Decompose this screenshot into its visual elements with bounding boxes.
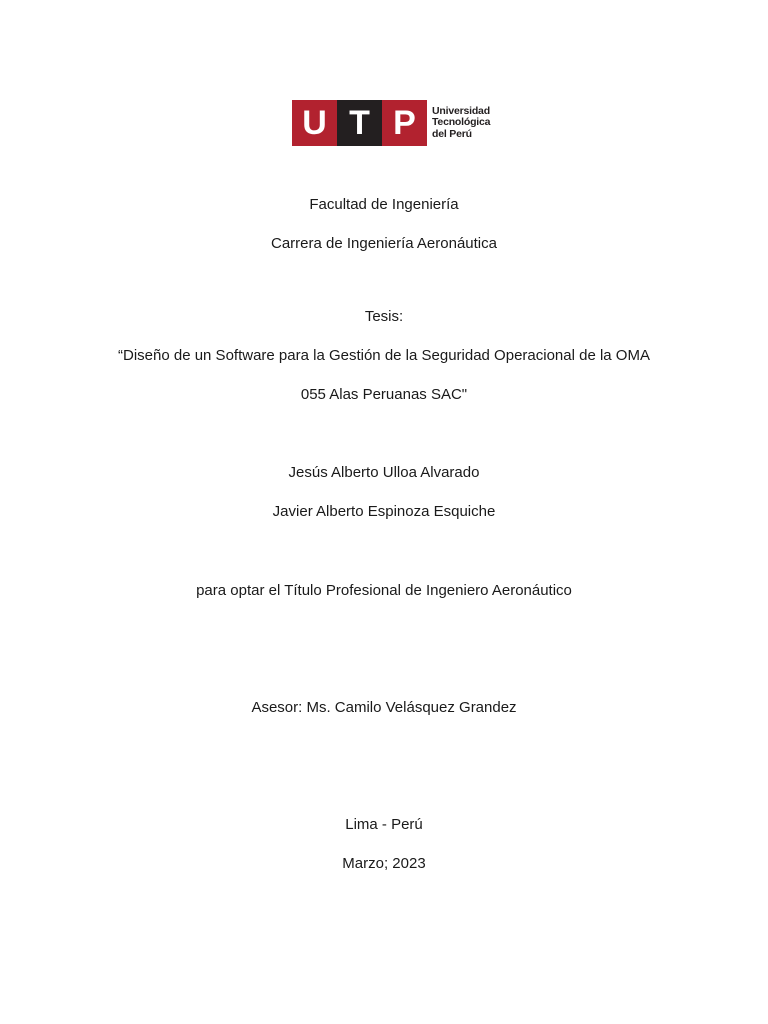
- faculty-name: Facultad de Ingeniería: [309, 196, 459, 213]
- author-2: Javier Alberto Espinoza Esquiche: [272, 503, 496, 520]
- logo-letter-p: P: [382, 100, 427, 146]
- date: Marzo; 2023: [342, 855, 426, 872]
- logo-wordmark-line-1: Universidad: [432, 104, 490, 117]
- thesis-title-line-1: “Diseño de un Software para la Gestión de la Seguridad Operacional de la OMA: [118, 347, 650, 364]
- thesis-title-line-2: 055 Alas Peruanas SAC": [300, 386, 468, 403]
- utp-logo: [292, 100, 492, 146]
- author-1: Jesús Alberto Ulloa Alvarado: [288, 464, 480, 481]
- logo-letter-u: U: [292, 100, 337, 146]
- place: Lima - Perú: [345, 816, 423, 833]
- advisor-name: Asesor: Ms. Camilo Velásquez Grandez: [251, 699, 517, 716]
- logo-letter-t: T: [337, 100, 382, 146]
- degree-statement: para optar el Título Profesional de Ingeniero Aeronáutico: [196, 582, 572, 599]
- logo-wordmark: [432, 100, 492, 146]
- thesis-label: Tesis:: [364, 308, 404, 325]
- career-name: Carrera de Ingeniería Aeronáutica: [271, 235, 497, 252]
- logo-wordmark-line-3: del Perú: [432, 127, 472, 140]
- logo-wordmark-line-2: Tecnológica: [432, 116, 491, 129]
